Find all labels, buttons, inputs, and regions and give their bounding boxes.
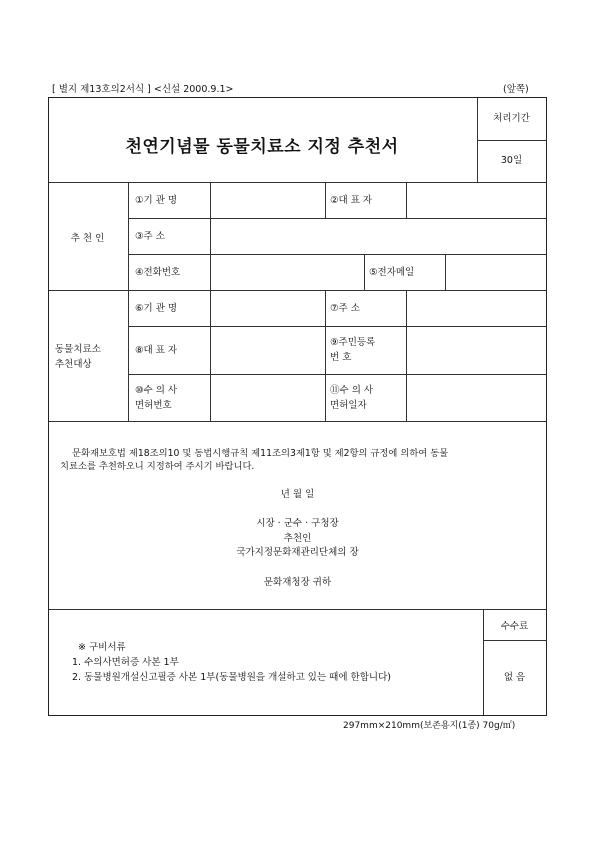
representative-field[interactable] — [407, 183, 545, 217]
divider — [445, 254, 446, 290]
vet-license-date-label-2: 면허일자 — [330, 400, 367, 411]
org-name-label: ①기 관 명 — [135, 195, 178, 206]
divider — [128, 182, 129, 421]
clinic-representative-field[interactable] — [212, 327, 322, 373]
email-field[interactable] — [447, 255, 545, 289]
statement-line-2: 치료소를 추천하오니 지정하여 주시기 바랍니다. — [60, 461, 255, 472]
vet-license-date-label-1: ⑪수 의 사 — [330, 385, 374, 396]
resident-no-label-2: 번 호 — [330, 352, 352, 363]
resident-no-field[interactable] — [407, 327, 545, 373]
signer-line-2: 추천인 — [283, 533, 312, 544]
attachment-item-2: 2. 동물병원개설신고필증 사본 1부(동물병원을 개설하고 있는 때에 한합니다) — [72, 672, 391, 683]
divider — [49, 421, 546, 422]
attachments-heading: ※ 구비서류 — [78, 642, 126, 653]
email-label: ⑤전자메일 — [369, 267, 415, 278]
processing-period-label: 처리기간 — [493, 113, 530, 124]
signer-line-3: 국가지정문화재관리단체의 장 — [236, 547, 359, 558]
divider — [325, 182, 326, 218]
phone-field[interactable] — [212, 255, 362, 289]
clinic-section-label-1: 동물치료소 — [55, 344, 101, 355]
divider — [477, 98, 478, 182]
attachment-item-1: 1. 수의사면허증 사본 1부 — [72, 657, 179, 668]
resident-no-label-1: ⑨주민등록 — [330, 337, 376, 348]
page-side-label: (앞쪽) — [503, 84, 529, 95]
clinic-org-name-field[interactable] — [212, 291, 322, 325]
fee-label: 수수료 — [500, 621, 529, 632]
representative-label: ②대 표 자 — [330, 195, 373, 206]
org-name-field[interactable] — [212, 183, 322, 217]
clinic-representative-label: ⑧대 표 자 — [135, 345, 178, 356]
form-title: 천연기념물 동물치료소 지정 추천서 — [125, 137, 399, 157]
form-reference: [ 별지 제13호의2서식 ] <신설 2000.9.1> — [52, 84, 234, 95]
address-field[interactable] — [212, 219, 545, 253]
recommender-section-label: 추 천 인 — [70, 233, 105, 244]
vet-license-date-field[interactable] — [407, 375, 545, 419]
paper-spec: 297mm×210mm(보존용지(1종) 70g/㎡) — [343, 721, 516, 731]
clinic-section-label-2: 추천대상 — [55, 359, 92, 370]
addressee: 문화재청장 귀하 — [263, 577, 332, 588]
address-label: ③주 소 — [135, 231, 165, 242]
clinic-org-name-label: ⑥기 관 명 — [135, 303, 178, 314]
divider — [483, 640, 546, 641]
fee-value: 없 음 — [503, 672, 526, 683]
date-line: 년 월 일 — [280, 489, 315, 500]
processing-period-value: 30일 — [500, 155, 523, 166]
divider — [49, 609, 546, 610]
divider — [210, 182, 211, 421]
statement-line-1: 문화재보호법 제18조의10 및 동법시행규칙 제11조의3제1항 및 제2항의 규정에 의하여 동물 — [72, 448, 449, 459]
divider — [325, 290, 326, 421]
signer-line-1: 시장 · 군수 · 구청장 — [256, 518, 339, 529]
divider — [477, 140, 546, 141]
vet-license-no-label-2: 면허번호 — [135, 400, 172, 411]
clinic-address-label: ⑦주 소 — [330, 303, 360, 314]
clinic-address-field[interactable] — [407, 291, 545, 325]
vet-license-no-field[interactable] — [212, 375, 322, 419]
phone-label: ④전화번호 — [135, 267, 181, 278]
divider — [364, 254, 365, 290]
vet-license-no-label-1: ⑩수 의 사 — [135, 385, 178, 396]
